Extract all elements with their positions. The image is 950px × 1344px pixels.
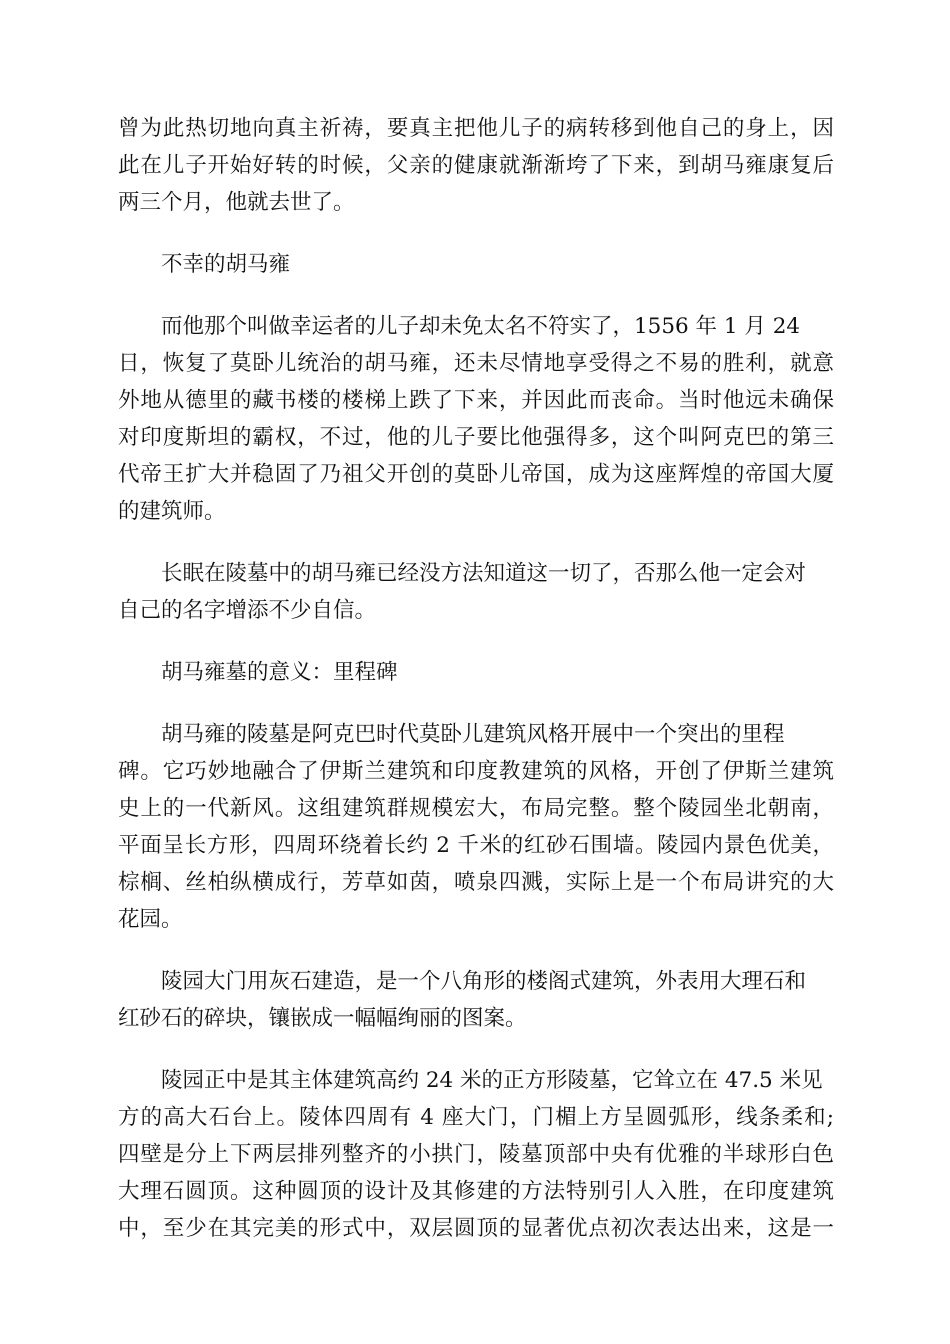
text-line: 长眠在陵墓中的胡马雍已经没方法知道这一切了，否那么他一定会对 bbox=[161, 561, 807, 586]
text-line: 陵园大门用灰石建造，是一个八角形的楼阁式建筑，外表用大理石和 bbox=[161, 969, 807, 994]
text-line: 陵园正中是其主体建筑高约 24 米的正方形陵墓，它耸立在 47.5 米见 bbox=[161, 1068, 823, 1093]
text-line: 的建筑师。 bbox=[118, 499, 226, 524]
text-line: 两三个月，他就去世了。 bbox=[118, 190, 355, 215]
text-line: 平面呈长方形，四周环绕着长约 2 千米的红砂石围墙。陵园内景色优美， bbox=[118, 833, 834, 858]
heading-text: 不幸的胡马雍 bbox=[161, 252, 291, 277]
heading-text: 胡马雍墓的意义：里程碑 bbox=[161, 660, 398, 685]
text-line: 棕榈、丝柏纵横成行，芳草如茵，喷泉四溅，实际上是一个布局讲究的大 bbox=[118, 870, 834, 895]
paragraph-main-structure bbox=[118, 1062, 834, 1247]
text-line: 花园。 bbox=[118, 907, 183, 932]
paragraph-father-death bbox=[118, 110, 834, 221]
text-line: 自己的名字增添不少自信。 bbox=[118, 598, 377, 623]
text-line: 四壁是分上下两层排列整齐的小拱门，陵墓顶部中央有优雅的半球形白色 bbox=[118, 1142, 834, 1167]
text-line: 中，至少在其完美的形式中，双层圆顶的显著优点初次表达出来，这是一 bbox=[118, 1216, 834, 1241]
section-heading-tomb-significance bbox=[118, 654, 834, 691]
paragraph-main-gate bbox=[118, 963, 834, 1037]
text-line: 曾为此热切地向真主祈祷，要真主把他儿子的病转移到他自己的身上，因 bbox=[118, 116, 834, 141]
text-line: 代帝王扩大并稳固了乃祖父开创的莫卧儿帝国，成为这座辉煌的帝国大厦 bbox=[118, 462, 834, 487]
text-line: 对印度斯坦的霸权，不过，他的儿子要比他强得多，这个叫阿克巴的第三 bbox=[118, 425, 834, 450]
paragraph-milestone bbox=[118, 716, 834, 938]
text-line: 而他那个叫做幸运者的儿子却未免太名不符实了，1556 年 1 月 24 bbox=[161, 314, 801, 339]
text-line: 胡马雍的陵墓是阿克巴时代莫卧儿建筑风格开展中一个突出的里程 bbox=[161, 722, 785, 747]
text-line: 此在儿子开始好转的时候，父亲的健康就渐渐垮了下来，到胡马雍康复后 bbox=[118, 153, 834, 178]
section-heading-unfortunate-humayun bbox=[118, 246, 834, 283]
text-line: 外地从德里的藏书楼的楼梯上跌了下来，并因此而丧命。当时他远未确保 bbox=[118, 388, 834, 413]
text-line: 红砂石的碎块，镶嵌成一幅幅绚丽的图案。 bbox=[118, 1006, 527, 1031]
text-line: 史上的一代新风。这组建筑群规模宏大，布局完整。整个陵园坐北朝南， bbox=[118, 796, 834, 821]
text-line: 方的高大石台上。陵体四周有 4 座大门，门楣上方呈圆弧形，线条柔和; bbox=[118, 1105, 834, 1130]
document-body bbox=[118, 110, 834, 1272]
paragraph-humayun-death bbox=[118, 308, 834, 530]
text-line: 大理石圆顶。这种圆顶的设计及其修建的方法特别引人入胜，在印度建筑 bbox=[118, 1179, 834, 1204]
text-line: 碑。它巧妙地融合了伊斯兰建筑和印度教建筑的风格，开创了伊斯兰建筑 bbox=[118, 759, 834, 784]
paragraph-resting-in-tomb bbox=[118, 555, 834, 629]
text-line: 日，恢复了莫卧儿统治的胡马雍，还未尽情地享受得之不易的胜利，就意 bbox=[118, 351, 834, 376]
